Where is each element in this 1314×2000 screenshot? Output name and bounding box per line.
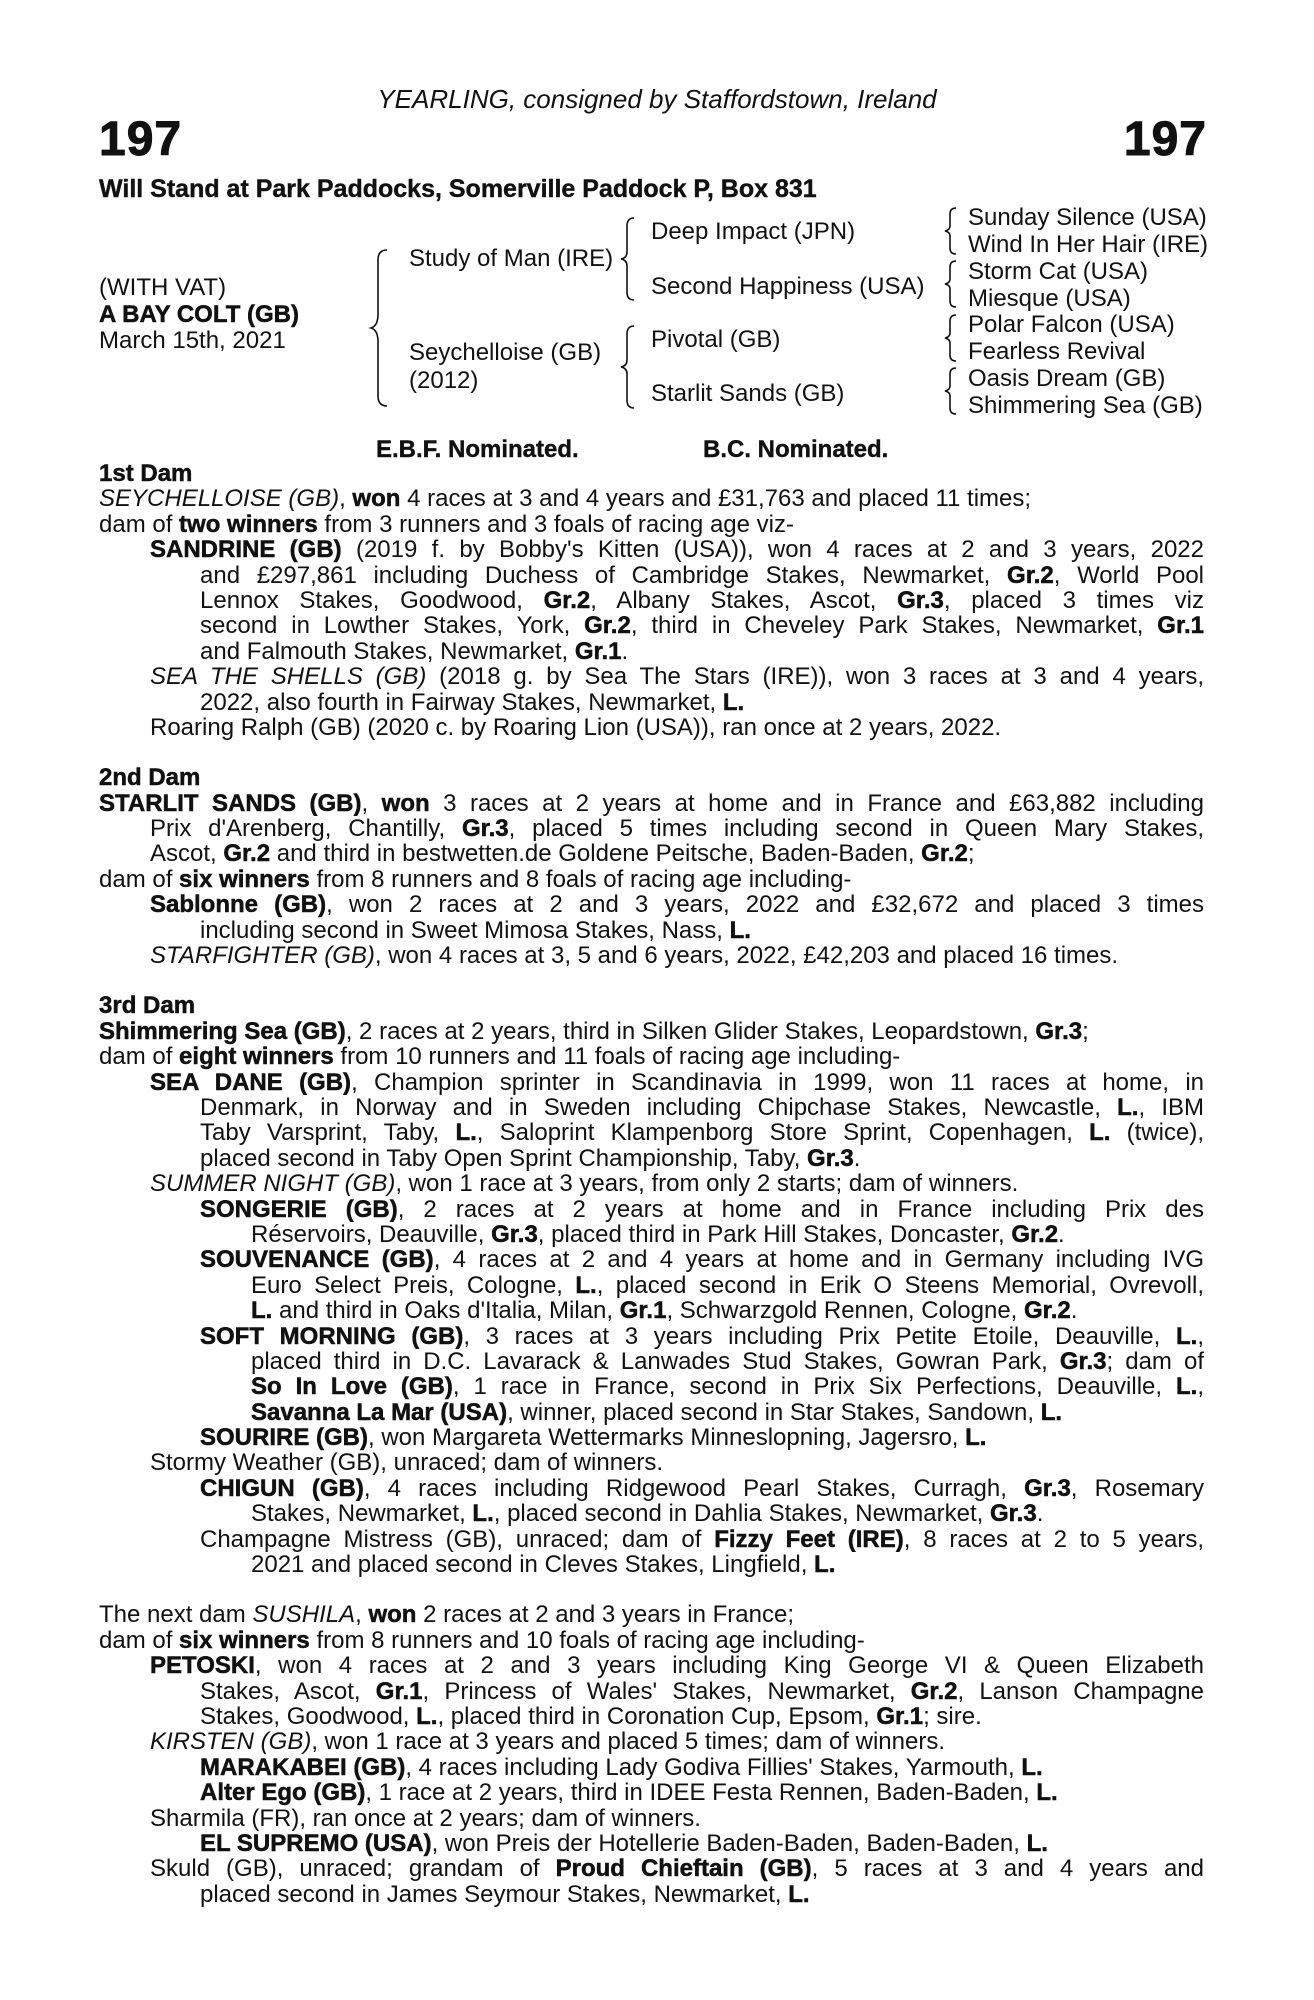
record-line: SONGERIE (GB), 2 races at 2 years at home and in France including Prix des	[200, 1196, 1204, 1222]
record-line: second in Lowther Stakes, York, Gr.2, third in Cheveley Park Stakes, Newmarket, Gr.1	[200, 613, 1204, 639]
record-line: and £297,861 including Duchess of Cambridge Stakes, Newmarket, Gr.2, World Pool	[200, 562, 1204, 588]
ggs-brace-2	[942, 259, 960, 309]
record-line: Réservoirs, Deauville, Gr.3, placed third in Park Hill Stakes, Doncaster, Gr.2.	[251, 1220, 1065, 1248]
record-line: Ascot, Gr.2 and third in bestwetten.de Goldene Peitsche, Baden-Baden, Gr.2;	[150, 840, 975, 868]
record-line: MARAKABEI (GB), 4 races including Lady Godiva Fillies' Stakes, Yarmouth, L.	[200, 1753, 1043, 1781]
record-line: dam of six winners from 8 runners and 8 foals of racing age including-	[99, 865, 852, 893]
record-line: SOUVENANCE (GB), 4 races at 2 and 4 years at home and in Germany including IVG	[200, 1247, 1204, 1273]
grandsire-2: Second Happiness (USA)	[651, 273, 925, 300]
record-line: Sharmila (FR), ran once at 2 years; dam of winners.	[150, 1804, 701, 1832]
record-line: Taby Varsprint, Taby, L., Saloprint Klampenborg Store Sprint, Copenhagen, L. (twice),	[200, 1120, 1204, 1146]
ggs-2: Wind In Her Hair (IRE)	[968, 231, 1209, 258]
grandsire-3: Pivotal (GB)	[651, 326, 781, 353]
record-line: Denmark, in Norway and in Sweden including Chipchase Stakes, Newcastle, L., IBM	[200, 1094, 1204, 1121]
ggs-1: Sunday Silence (USA)	[968, 204, 1207, 231]
dam: Seychelloise (GB)	[409, 339, 602, 366]
record-line: The next dam SUSHILA, won 2 races at 2 and 3 years in France;	[99, 1601, 794, 1629]
record-line: PETOSKI, won 4 races at 2 and 3 years including King George VI & Queen Elizabeth	[150, 1653, 1204, 1679]
record-line: Stakes, Newmarket, L., placed second in Dahlia Stakes, Newmarket, Gr.3.	[251, 1500, 1044, 1528]
ggs-4: Miesque (USA)	[968, 285, 1131, 312]
foaling-date: March 15th, 2021	[99, 327, 286, 354]
section-heading-1st-dam: 1st Dam	[99, 460, 193, 487]
record-line: Euro Select Preis, Cologne, L., placed second in Erik O Steens Memorial, Ovrevoll,	[251, 1272, 1204, 1299]
record-line: STARLIT SANDS (GB), won 3 races at 2 years at home and in France and £63,882 including	[99, 790, 1204, 817]
ggs-5: Polar Falcon (USA)	[968, 311, 1175, 338]
vat-note: (WITH VAT)	[99, 274, 227, 301]
grandsire-4: Starlit Sands (GB)	[651, 380, 845, 407]
record-line: SOFT MORNING (GB), 3 races at 3 years including Prix Petite Etoile, Deauville, L.,	[200, 1323, 1204, 1349]
record-line: L. and third in Oaks d'Italia, Milan, Gr.1, Schwarzgold Rennen, Cologne, Gr.2.	[251, 1297, 1078, 1325]
bc-nominated: B.C. Nominated.	[703, 436, 889, 463]
ggs-3: Storm Cat (USA)	[968, 258, 1149, 285]
record-line: Lennox Stakes, Goodwood, Gr.2, Albany Stakes, Ascot, Gr.3, placed 3 times viz	[200, 587, 1204, 614]
record-line: CHIGUN (GB), 4 races including Ridgewood Pearl Stakes, Curragh, Gr.3, Rosemary	[200, 1475, 1204, 1502]
record-line: SEA THE SHELLS (GB) (2018 g. by Sea The Stars (IRE)), won 3 races at 3 and 4 years,	[150, 664, 1204, 690]
ggs-brace-3	[942, 313, 960, 363]
record-line: Shimmering Sea (GB), 2 races at 2 years, third in Silken Glider Stakes, Leopardstown, Gr.3;	[99, 1017, 1089, 1045]
record-line: and Falmouth Stakes, Newmarket, Gr.1.	[200, 637, 629, 665]
record-line: So In Love (GB), 1 race in France, second in Prix Six Perfections, Deauville, L.,	[251, 1374, 1204, 1400]
section-heading-3rd-dam: 3rd Dam	[99, 992, 196, 1020]
record-line: STARFIGHTER (GB), won 4 races at 3, 5 and 6 years, 2022, £42,203 and placed 16 times.	[150, 942, 1119, 970]
record-line: Stakes, Goodwood, L., placed third in Coronation Cup, Epsom, Gr.1; sire.	[200, 1702, 982, 1730]
ggs-7: Oasis Dream (GB)	[968, 365, 1166, 392]
record-line: Prix d'Arenberg, Chantilly, Gr.3, placed 5 times including second in Queen Mary Stakes,	[150, 816, 1204, 842]
record-line: SUMMER NIGHT (GB), won 1 race at 3 years, from only 2 starts; dam of winners.	[150, 1170, 1019, 1198]
ggs-brace-4	[942, 366, 960, 416]
record-line: Sablonne (GB), won 2 races at 2 and 3 years, 2022 and £32,672 and placed 3 times	[150, 892, 1204, 918]
lot-number-left: 197	[99, 113, 183, 166]
record-line: dam of six winners from 8 runners and 10 foals of racing age including-	[99, 1626, 865, 1654]
stand-location: Will Stand at Park Paddocks, Somerville Paddock P, Box 831	[99, 175, 817, 203]
sire-brace	[618, 216, 638, 302]
section-heading-2nd-dam: 2nd Dam	[99, 764, 201, 792]
ggs-8: Shimmering Sea (GB)	[968, 392, 1203, 419]
produce-record	[99, 461, 1204, 1907]
record-line: placed second in Taby Open Sprint Championship, Taby, Gr.3.	[200, 1144, 861, 1172]
dam-year: (2012)	[409, 367, 479, 394]
record-line: dam of eight winners from 10 runners and 11 foals of racing age including-	[99, 1043, 901, 1071]
record-line: KIRSTEN (GB), won 1 race at 3 years and placed 5 times; dam of winners.	[150, 1728, 945, 1756]
record-line: placed third in D.C. Lavarack & Lanwades Stud Stakes, Gowran Park, Gr.3; dam of	[251, 1348, 1204, 1375]
grandsire-1: Deep Impact (JPN)	[651, 218, 856, 245]
ggs-6: Fearless Revival	[968, 338, 1146, 365]
ggs-brace-1	[942, 206, 960, 256]
lot-number-right: 197	[1123, 113, 1207, 166]
record-line: Stakes, Ascot, Gr.1, Princess of Wales' Stakes, Newmarket, Gr.2, Lanson Champagne	[200, 1678, 1204, 1704]
dam-brace	[618, 324, 638, 410]
record-line: SANDRINE (GB) (2019 f. by Bobby's Kitten (USA)), won 4 races at 2 and 3 years, 2022	[150, 537, 1204, 563]
horse-name: A BAY COLT (GB)	[99, 301, 300, 328]
record-line: Roaring Ralph (GB) (2020 c. by Roaring Lion (USA)), ran once at 2 years, 2022.	[150, 713, 1002, 741]
record-line: including second in Sweet Mimosa Stakes, Nass, L.	[200, 916, 751, 944]
main-brace	[368, 248, 392, 408]
sire: Study of Man (IRE)	[409, 245, 614, 272]
ebf-nominated: E.B.F. Nominated.	[376, 436, 579, 463]
record-line: placed second in James Seymour Stakes, Newmarket, L.	[200, 1880, 810, 1908]
record-line: SOURIRE (GB), won Margareta Wettermarks Minneslopning, Jagersro, L.	[200, 1424, 987, 1452]
record-line: Skuld (GB), unraced; grandam of Proud Chieftain (GB), 5 races at 3 and 4 years and	[150, 1856, 1204, 1882]
record-line: Savanna La Mar (USA), winner, placed second in Star Stakes, Sandown, L.	[251, 1398, 1063, 1426]
consignment-line: YEARLING, consigned by Staffordstown, Ireland	[377, 84, 937, 114]
record-line: Alter Ego (GB), 1 race at 2 years, third in IDEE Festa Rennen, Baden-Baden, L.	[200, 1779, 1058, 1807]
record-line: SEA DANE (GB), Champion sprinter in Scandinavia in 1999, won 11 races at home, in	[150, 1069, 1204, 1095]
record-line: dam of two winners from 3 runners and 3 foals of racing age viz-	[99, 510, 794, 538]
record-line: 2021 and placed second in Cleves Stakes, Lingfield, L.	[251, 1551, 836, 1579]
record-line: SEYCHELLOISE (GB), won 4 races at 3 and 4 years and £31,763 and placed 11 times;	[99, 485, 1032, 513]
record-line: Stormy Weather (GB), unraced; dam of winners.	[150, 1449, 664, 1477]
record-line: Champagne Mistress (GB), unraced; dam of Fizzy Feet (IRE), 8 races at 2 to 5 years,	[200, 1526, 1204, 1553]
record-line: 2022, also fourth in Fairway Stakes, Newmarket, L.	[200, 688, 745, 716]
record-line: EL SUPREMO (USA), won Preis der Hotellerie Baden-Baden, Baden-Baden, L.	[200, 1829, 1048, 1857]
